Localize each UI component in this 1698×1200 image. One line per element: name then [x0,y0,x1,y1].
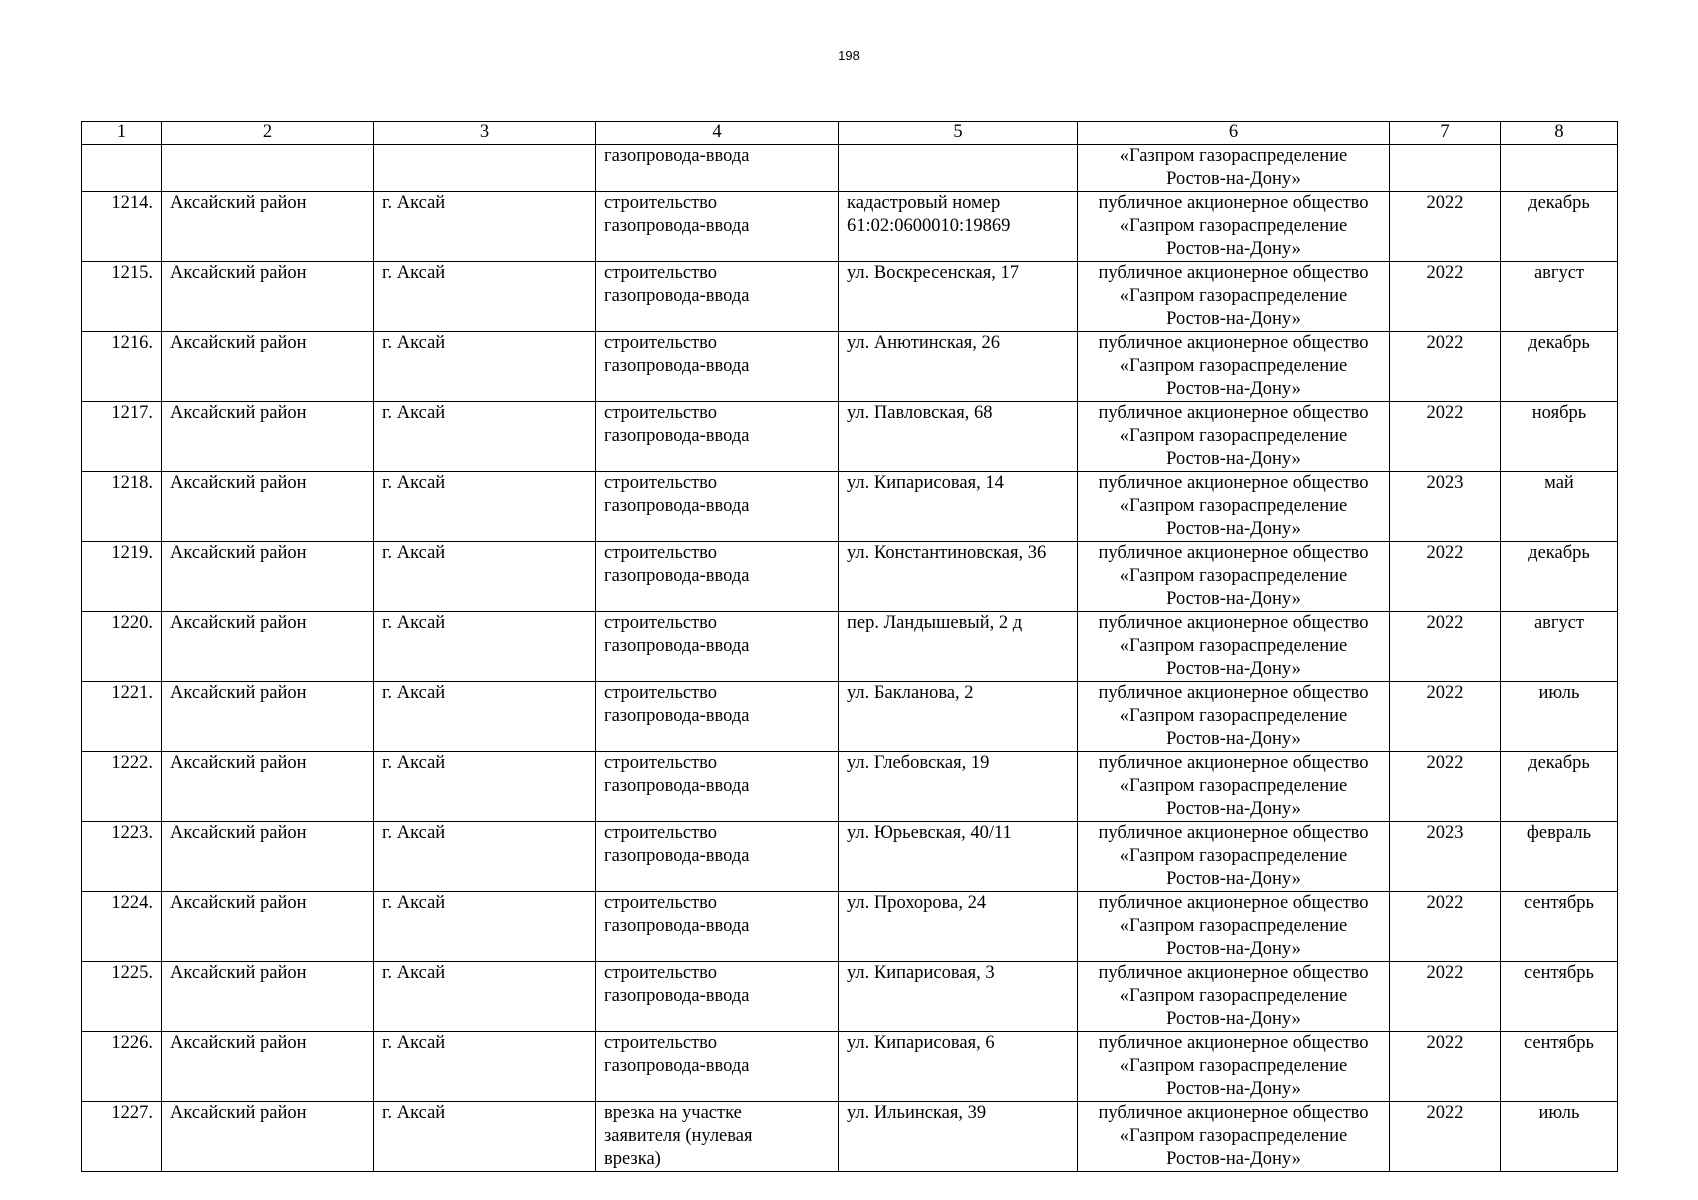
organization-cell [1078,752,1390,822]
address-cell [839,612,1078,682]
work-line: строительство [604,193,718,213]
district-cell: Аксайский район [162,192,374,262]
city-cell: г. Аксай [374,822,596,892]
city-cell: г. Аксай [374,542,596,612]
address-cell [839,682,1078,752]
table-row [82,332,1618,402]
row-number: 1224. [82,892,162,962]
work-line: строительство [604,333,718,353]
month-cell: декабрь [1501,542,1618,612]
org-line: Ростов-на-Дону» [1166,799,1301,819]
work-line: заявителя (нулевая [604,1126,753,1146]
organization-cell [1078,472,1390,542]
address-cell [839,192,1078,262]
row-number: 1214. [82,192,162,262]
org-line: публичное акционерное общество [1098,613,1369,633]
city-cell: г. Аксай [374,612,596,682]
district-cell: Аксайский район [162,822,374,892]
address-line: ул. Павловская, 68 [847,403,993,423]
page-number: 198 [838,48,860,63]
column-header-3: 3 [374,122,596,145]
address-line: ул. Кипарисовая, 14 [847,473,1004,493]
work-cell [596,892,839,962]
org-line: Ростов-на-Дону» [1166,589,1301,609]
table-header [82,122,1618,145]
address-cell [839,1102,1078,1172]
year-cell: 2022 [1390,262,1501,332]
org-line: Ростов-на-Дону» [1166,239,1301,259]
district-cell: Аксайский район [162,542,374,612]
column-header-4: 4 [596,122,839,145]
org-line: «Газпром газораспределение [1119,846,1348,866]
org-line: публичное акционерное общество [1098,683,1369,703]
month-cell: сентябрь [1501,962,1618,1032]
work-line: строительство [604,753,718,773]
row-number: 1227. [82,1102,162,1172]
row-number: 1221. [82,682,162,752]
org-line: Ростов-на-Дону» [1166,939,1301,959]
year-cell: 2023 [1390,472,1501,542]
cont-cell-3 [374,145,596,192]
address-cell [839,822,1078,892]
address-cell [839,892,1078,962]
month-cell: декабрь [1501,752,1618,822]
city-cell: г. Аксай [374,752,596,822]
gas-connection-table [81,121,1618,1172]
org-line: «Газпром газораспределение [1119,566,1348,586]
organization-cell [1078,892,1390,962]
org-line: Ростов-на-Дону» [1166,379,1301,399]
cont-cell-2 [162,145,374,192]
work-line: газопровода-ввода [604,986,750,1006]
address-line: ул. Анютинская, 26 [847,333,1001,353]
work-line: строительство [604,473,718,493]
work-line: строительство [604,403,718,423]
table-row [82,822,1618,892]
district-cell: Аксайский район [162,332,374,402]
org-line: Ростов-на-Дону» [1166,659,1301,679]
row-number: 1215. [82,262,162,332]
organization-cell [1078,822,1390,892]
city-cell: г. Аксай [374,472,596,542]
org-line: публичное акционерное общество [1098,263,1369,283]
work-line: газопровода-ввода [604,356,750,376]
city-cell: г. Аксай [374,262,596,332]
organization-cell [1078,262,1390,332]
organization-cell [1078,332,1390,402]
table-row [82,542,1618,612]
column-header-7: 7 [1390,122,1501,145]
table-row [82,962,1618,1032]
work-line: строительство [604,893,718,913]
address-line: ул. Кипарисовая, 3 [847,963,995,983]
row-number: 1217. [82,402,162,472]
address-cell [839,472,1078,542]
district-cell: Аксайский район [162,682,374,752]
year-cell: 2022 [1390,682,1501,752]
work-line: газопровода-ввода [604,1056,750,1076]
address-cell [839,402,1078,472]
org-line: «Газпром газораспределение [1119,636,1348,656]
district-cell: Аксайский район [162,1102,374,1172]
work-cell [596,1102,839,1172]
column-header-5: 5 [839,122,1078,145]
work-line: газопровода-ввода [604,496,750,516]
organization-cell [1078,402,1390,472]
org-line: публичное акционерное общество [1098,963,1369,983]
district-cell: Аксайский район [162,472,374,542]
org-line: Ростов-на-Дону» [1166,1009,1301,1029]
year-cell: 2022 [1390,542,1501,612]
column-header-8: 8 [1501,122,1618,145]
work-line: газопровода-ввода [604,286,750,306]
work-line: газопровода-ввода [604,566,750,586]
work-line: газопровода-ввода [604,636,750,656]
work-line: врезка) [604,1149,661,1169]
cont-org-cell [1078,145,1390,192]
address-line: ул. Ильинская, 39 [847,1103,987,1123]
cont-cell-7 [1390,145,1501,192]
cont-cell-8 [1501,145,1618,192]
city-cell: г. Аксай [374,192,596,262]
org-line: Ростов-на-Дону» [1166,869,1301,889]
row-number: 1225. [82,962,162,1032]
org-line: «Газпром газораспределение [1119,1126,1348,1146]
continuation-row [82,145,1618,192]
org-line: публичное акционерное общество [1098,753,1369,773]
work-cell [596,682,839,752]
org-line: публичное акционерное общество [1098,823,1369,843]
work-cell [596,542,839,612]
work-line: врезка на участке [604,1103,742,1123]
row-number: 1218. [82,472,162,542]
month-cell: июль [1501,1102,1618,1172]
column-header-6: 6 [1078,122,1390,145]
work-line: строительство [604,963,718,983]
address-line: ул. Воскресенская, 17 [847,263,1020,283]
address-line: ул. Юрьевская, 40/11 [847,823,1012,843]
address-line: ул. Глебовская, 19 [847,753,990,773]
year-cell: 2022 [1390,892,1501,962]
row-number: 1222. [82,752,162,822]
work-line: строительство [604,1033,718,1053]
month-cell: сентябрь [1501,892,1618,962]
row-number: 1226. [82,1032,162,1102]
work-line: газопровода-ввода [604,916,750,936]
org-line: «Газпром газораспределение [1119,776,1348,796]
address-cell [839,262,1078,332]
table-row [82,1102,1618,1172]
month-cell: февраль [1501,822,1618,892]
address-line: ул. Бакланова, 2 [847,683,974,703]
table-row [82,1032,1618,1102]
year-cell: 2022 [1390,962,1501,1032]
year-cell: 2022 [1390,752,1501,822]
organization-cell [1078,682,1390,752]
org-line: Ростов-на-Дону» [1166,449,1301,469]
cont-work-cell: газопровода-ввода [596,145,839,192]
row-number: 1220. [82,612,162,682]
year-cell: 2022 [1390,332,1501,402]
column-header-2: 2 [162,122,374,145]
month-cell: май [1501,472,1618,542]
org-line: публичное акционерное общество [1098,1103,1369,1123]
work-line: газопровода-ввода [604,216,750,236]
org-line: публичное акционерное общество [1098,333,1369,353]
work-line: газопровода-ввода [604,846,750,866]
month-cell: август [1501,262,1618,332]
organization-cell [1078,542,1390,612]
org-line: Ростов-на-Дону» [1166,729,1301,749]
city-cell: г. Аксай [374,682,596,752]
address-line: ул. Кипарисовая, 6 [847,1033,995,1053]
table-row [82,752,1618,822]
org-line: Ростов-на-Дону» [1166,309,1301,329]
work-cell [596,192,839,262]
address-cell [839,752,1078,822]
city-cell: г. Аксай [374,892,596,962]
row-number: 1216. [82,332,162,402]
column-number-row [82,122,1618,145]
city-cell: г. Аксай [374,962,596,1032]
city-cell: г. Аксай [374,402,596,472]
table-row [82,682,1618,752]
work-line: строительство [604,613,718,633]
address-cell [839,542,1078,612]
district-cell: Аксайский район [162,892,374,962]
row-number: 1219. [82,542,162,612]
cont-org-line: «Газпром газораспределение [1119,146,1348,166]
table-body [82,145,1618,1172]
work-cell [596,962,839,1032]
address-cell [839,332,1078,402]
month-cell: декабрь [1501,332,1618,402]
work-line: строительство [604,263,718,283]
org-line: «Газпром газораспределение [1119,426,1348,446]
address-line: кадастровый номер [847,193,1001,213]
year-cell: 2022 [1390,1102,1501,1172]
organization-cell [1078,612,1390,682]
org-line: «Газпром газораспределение [1119,356,1348,376]
work-cell [596,822,839,892]
month-cell: сентябрь [1501,1032,1618,1102]
cont-cell-1 [82,145,162,192]
city-cell: г. Аксай [374,1102,596,1172]
table-row [82,472,1618,542]
organization-cell [1078,192,1390,262]
org-line: публичное акционерное общество [1098,893,1369,913]
work-cell [596,752,839,822]
work-line: газопровода-ввода [604,776,750,796]
year-cell: 2022 [1390,192,1501,262]
row-number: 1223. [82,822,162,892]
org-line: публичное акционерное общество [1098,193,1369,213]
org-line: «Газпром газораспределение [1119,496,1348,516]
work-line: строительство [604,543,718,563]
work-cell [596,332,839,402]
work-cell [596,612,839,682]
month-cell: август [1501,612,1618,682]
work-cell [596,472,839,542]
org-line: публичное акционерное общество [1098,1033,1369,1053]
table-row [82,892,1618,962]
address-line: 61:02:0600010:19869 [847,216,1011,236]
work-cell [596,1032,839,1102]
org-line: Ростов-на-Дону» [1166,1079,1301,1099]
year-cell: 2022 [1390,402,1501,472]
year-cell: 2022 [1390,612,1501,682]
district-cell: Аксайский район [162,262,374,332]
work-line: строительство [604,683,718,703]
org-line: «Газпром газораспределение [1119,916,1348,936]
table-row [82,262,1618,332]
org-line: публичное акционерное общество [1098,543,1369,563]
organization-cell [1078,962,1390,1032]
city-cell: г. Аксай [374,332,596,402]
work-line: газопровода-ввода [604,706,750,726]
work-line: строительство [604,823,718,843]
month-cell: декабрь [1501,192,1618,262]
column-header-1: 1 [82,122,162,145]
address-line: ул. Константиновская, 36 [847,543,1047,563]
work-cell [596,262,839,332]
table-row [82,612,1618,682]
org-line: публичное акционерное общество [1098,403,1369,423]
org-line: публичное акционерное общество [1098,473,1369,493]
address-cell [839,1032,1078,1102]
organization-cell [1078,1102,1390,1172]
address-line: ул. Прохорова, 24 [847,893,987,913]
district-cell: Аксайский район [162,962,374,1032]
city-cell: г. Аксай [374,1032,596,1102]
cont-org-line: Ростов-на-Дону» [1166,169,1301,189]
organization-cell [1078,1032,1390,1102]
district-cell: Аксайский район [162,612,374,682]
year-cell: 2022 [1390,1032,1501,1102]
work-cell [596,402,839,472]
year-cell: 2023 [1390,822,1501,892]
district-cell: Аксайский район [162,1032,374,1102]
org-line: «Газпром газораспределение [1119,216,1348,236]
month-cell: ноябрь [1501,402,1618,472]
org-line: «Газпром газораспределение [1119,986,1348,1006]
cont-cell-5 [839,145,1078,192]
table-row [82,192,1618,262]
month-cell: июль [1501,682,1618,752]
district-cell: Аксайский район [162,402,374,472]
org-line: Ростов-на-Дону» [1166,1149,1301,1169]
table-row [82,402,1618,472]
address-line: пер. Ландышевый, 2 д [847,613,1023,633]
org-line: Ростов-на-Дону» [1166,519,1301,539]
org-line: «Газпром газораспределение [1119,286,1348,306]
work-line: газопровода-ввода [604,426,750,446]
org-line: «Газпром газораспределение [1119,1056,1348,1076]
district-cell: Аксайский район [162,752,374,822]
address-cell [839,962,1078,1032]
org-line: «Газпром газораспределение [1119,706,1348,726]
